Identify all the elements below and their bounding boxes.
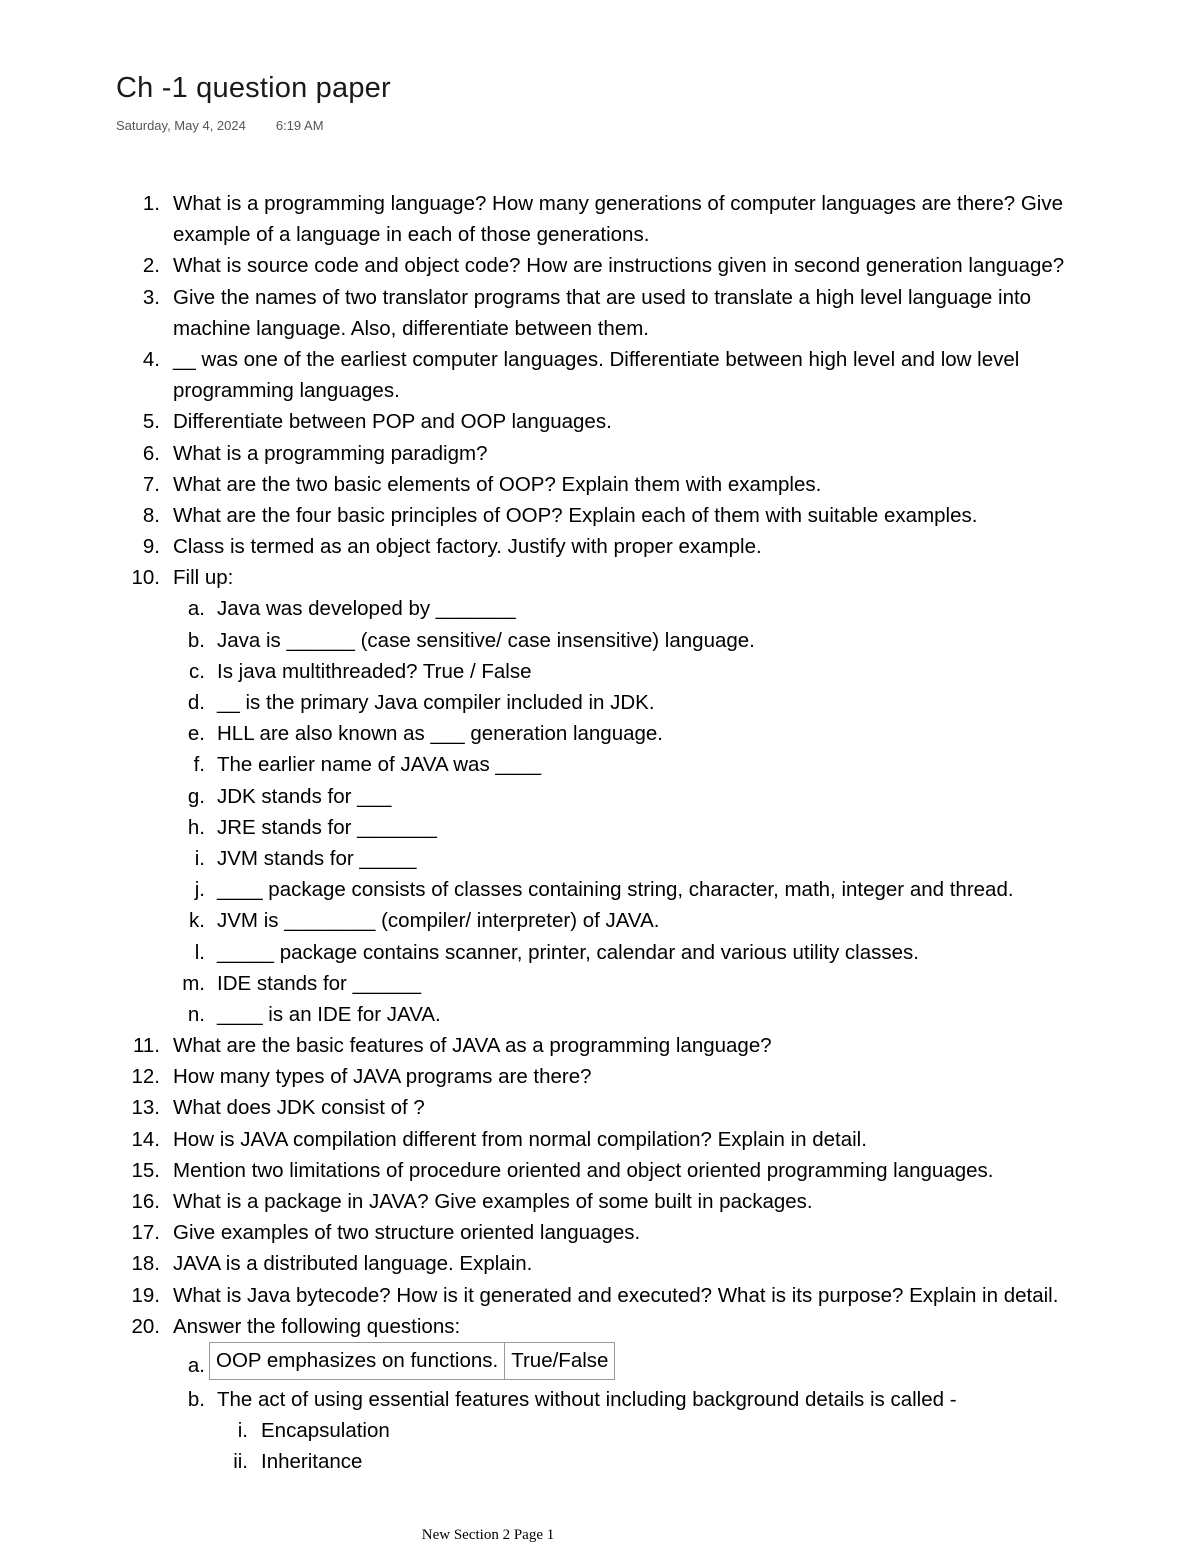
fill-up-item: a. Java was developed by _______	[187, 597, 516, 621]
fill-up-item: h. JRE stands for _______	[187, 815, 437, 839]
question-continuation: programming languages.	[173, 379, 400, 403]
question-continuation: example of a language in each of those generations.	[173, 223, 650, 247]
question-item: 10. Fill up:	[131, 566, 234, 590]
fill-up-item: d. __ is the primary Java compiler included in JDK.	[187, 691, 655, 714]
page-timestamp	[116, 118, 324, 133]
question-item: 16. What is a package in JAVA? Give examples of some built in packages.	[131, 1190, 813, 1213]
fill-up-item: c. Is java multithreaded? True / False	[189, 659, 532, 683]
answer-item-a: a. OOP emphasizes on functions. True/False	[0, 1342, 1200, 1384]
footer-label: New Section 2 Page 1	[421, 1527, 555, 1543]
fill-up-item: i. JVM stands for _____	[194, 846, 417, 870]
question-item: 1. What is a programming language? How many generations of computer languages are there? Give	[142, 192, 1063, 215]
page-footer	[0, 1527, 1200, 1544]
question-continuation: machine language. Also, differentiate between them.	[173, 316, 649, 340]
question-item: 14. How is JAVA compilation different from normal compilation? Explain in detail.	[131, 1127, 867, 1151]
true-false-table	[209, 1342, 615, 1380]
question-item: 7. What are the two basic elements of OOP? Explain them with examples.	[142, 472, 822, 496]
question-item: 12. How many types of JAVA programs are there?	[131, 1065, 592, 1089]
fill-up-item: b. Java is ______ (case sensitive/ case insensitive) language.	[187, 628, 755, 652]
question-item: 4. __ was one of the earliest computer languages. Differentiate between high level and low level	[142, 347, 1020, 371]
question-item: 20. Answer the following questions:	[131, 1314, 461, 1338]
option-item: ii. Inheritance	[233, 1450, 363, 1474]
question-item: 13. What does JDK consist of ?	[131, 1096, 425, 1120]
page-time: 6:19 AM	[275, 118, 324, 133]
question-item: 11. What are the basic features of JAVA as a programming language?	[133, 1034, 772, 1058]
fill-up-item: k. JVM is ________ (compiler/ interpreter) of JAVA.	[189, 909, 660, 933]
question-item: 17. Give examples of two structure oriented languages.	[131, 1221, 641, 1245]
question-item: 2. What is source code and object code? How are instructions given in second generation language?	[142, 254, 1065, 278]
answer-item-b: b. The act of using essential features without including background details is called -	[187, 1387, 957, 1411]
question-item: 19. What is Java bytecode? How is it generated and executed? What is its purpose? Explain in detail.	[131, 1283, 1059, 1307]
question-item: 18. JAVA is a distributed language. Explain.	[131, 1252, 533, 1276]
question-item: 6. What is a programming paradigm?	[142, 441, 488, 465]
page-title: Ch -1 question paper	[116, 72, 391, 104]
fill-up-item: g. JDK stands for ___	[187, 784, 392, 808]
question-item: 3. Give the names of two translator programs that are used to translate a high level language into	[142, 285, 1032, 309]
fill-up-item: f. The earlier name of JAVA was ____	[193, 753, 541, 777]
question-item: 15. Mention two limitations of procedure oriented and object oriented programming languages.	[131, 1158, 994, 1182]
fill-up-item: j. ____ package consists of classes containing string, character, math, integer and thread.	[194, 878, 1014, 902]
fill-up-item: m. IDE stands for ______	[182, 971, 421, 995]
fill-up-item: e. HLL are also known as ___ generation language.	[187, 722, 664, 746]
question-item: 8. What are the four basic principles of OOP? Explain each of them with suitable examples.	[142, 503, 978, 527]
tf-answer: True/False	[505, 1342, 615, 1379]
question-list	[0, 188, 1200, 1478]
page-date: Saturday, May 4, 2024	[116, 118, 246, 133]
tf-statement: OOP emphasizes on functions.	[210, 1342, 505, 1379]
fill-up-item: n. ____ is an IDE for JAVA.	[187, 1002, 441, 1026]
question-item: 9. Class is termed as an object factory. Justify with proper example.	[142, 535, 762, 559]
question-item: 5. Differentiate between POP and OOP languages.	[142, 410, 612, 434]
option-item: i. Encapsulation	[237, 1419, 390, 1443]
fill-up-item: l. _____ package contains scanner, printer, calendar and various utility classes.	[194, 940, 919, 964]
